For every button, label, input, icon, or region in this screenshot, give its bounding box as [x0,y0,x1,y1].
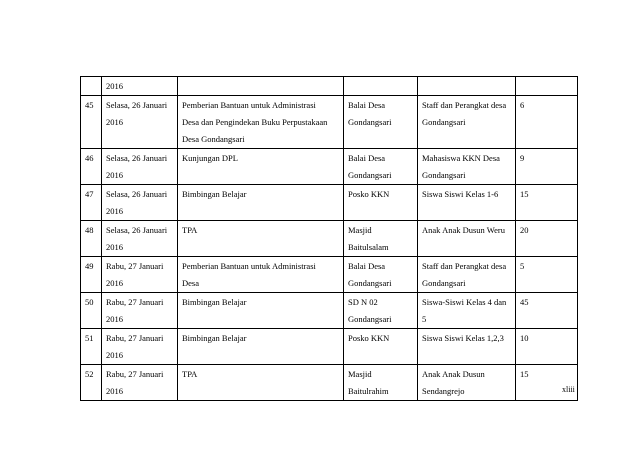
activity-cell [178,77,344,96]
count-cell-text: 15 [520,189,529,199]
table-row [81,149,578,185]
count-cell [516,293,578,329]
table-row [81,96,578,149]
date-cell-text: Selasa, 26 Januari 2016 [106,153,168,180]
row-number-cell-text: 49 [85,261,94,271]
count-cell [516,185,578,221]
date-cell-text: Selasa, 26 Januari 2016 [106,189,168,216]
place-cell-text: SD N 02 Gondangsari [348,297,392,324]
place-cell [344,96,418,149]
date-cell [102,257,178,293]
row-number-cell-text: 52 [85,369,94,379]
target-cell-text: Mahasiswa KKN Desa Gondangsari [422,153,500,180]
count-cell-text: 45 [520,297,529,307]
count-cell [516,149,578,185]
activity-cell [178,185,344,221]
row-number-cell [81,293,102,329]
row-number-cell [81,257,102,293]
count-cell [516,329,578,365]
activity-cell-text: Bimbingan Belajar [182,297,247,307]
table-row [81,77,578,96]
count-cell [516,257,578,293]
activity-cell-text: Pemberian Bantuan untuk Administrasi Desa [182,261,316,288]
activity-cell [178,365,344,401]
date-cell-text: Selasa, 26 Januari 2016 [106,100,168,127]
row-number-cell-text: 46 [85,153,94,163]
place-cell [344,257,418,293]
table-row [81,293,578,329]
target-cell [418,329,516,365]
date-cell [102,293,178,329]
table-row [81,257,578,293]
table-row [81,185,578,221]
place-cell [344,365,418,401]
activity-cell-text: Bimbingan Belajar [182,333,247,343]
row-number-cell-text: 47 [85,189,94,199]
date-cell [102,185,178,221]
target-cell [418,77,516,96]
activity-cell [178,149,344,185]
activity-cell [178,221,344,257]
row-number-cell-text: 51 [85,333,94,343]
date-cell [102,329,178,365]
target-cell [418,149,516,185]
place-cell [344,329,418,365]
target-cell [418,365,516,401]
activity-cell-text: Pemberian Bantuan untuk Administrasi Desa dan Pengindekan Buku Perpustakaan Desa Gondangsari [182,100,328,144]
place-cell-text: Balai Desa Gondangsari [348,261,392,288]
count-cell-text: 5 [520,261,525,271]
date-cell-text: Rabu, 27 Januari 2016 [106,261,164,288]
row-number-cell-text: 50 [85,297,94,307]
count-cell-text: 15 [520,369,529,379]
activity-log-table [80,76,578,401]
activity-cell [178,96,344,149]
target-cell [418,257,516,293]
place-cell-text: Balai Desa Gondangsari [348,100,392,127]
date-cell-text: Rabu, 27 Januari 2016 [106,333,164,360]
row-number-cell-text: 45 [85,100,94,110]
row-number-cell [81,149,102,185]
row-number-cell [81,77,102,96]
target-cell-text: Siswa Siswi Kelas 1,2,3 [422,333,504,343]
place-cell-text: Masjid Baitulsalam [348,225,389,252]
date-cell-text: Rabu, 27 Januari 2016 [106,369,164,396]
count-cell-text: 9 [520,153,525,163]
activity-cell-text: Kunjungan DPL [182,153,238,163]
place-cell [344,185,418,221]
target-cell-text: Staff dan Perangkat desa Gondangsari [422,100,507,127]
activity-cell [178,257,344,293]
target-cell-text: Siswa-Siswi Kelas 4 dan 5 [422,297,507,324]
table-row [81,365,578,401]
place-cell [344,293,418,329]
place-cell-text: Posko KKN [348,333,390,343]
count-cell [516,96,578,149]
count-cell [516,365,578,401]
row-number-cell [81,221,102,257]
target-cell [418,185,516,221]
target-cell-text: Staff dan Perangkat desa Gondangsari [422,261,507,288]
count-cell-text: 20 [520,225,529,235]
date-cell [102,96,178,149]
date-cell-text: Selasa, 26 Januari 2016 [106,225,168,252]
place-cell [344,221,418,257]
page-number: xliii [562,385,575,394]
activity-cell [178,293,344,329]
row-number-cell [81,329,102,365]
target-cell [418,293,516,329]
row-number-cell-text: 48 [85,225,94,235]
count-cell-text: 6 [520,100,525,110]
target-cell-text: Anak Anak Dusun Weru [422,225,505,235]
activity-cell-text: TPA [182,225,198,235]
row-number-cell [81,185,102,221]
place-cell-text: Masjid Baitulrahim [348,369,389,396]
target-cell [418,96,516,149]
place-cell [344,149,418,185]
target-cell [418,221,516,257]
date-cell [102,77,178,96]
place-cell-text: Balai Desa Gondangsari [348,153,392,180]
target-cell-text: Anak Anak Dusun Sendangrejo [422,369,485,396]
place-cell-text: Posko KKN [348,189,390,199]
table-row [81,221,578,257]
count-cell [516,221,578,257]
activity-cell [178,329,344,365]
activity-log-body [81,77,578,401]
activity-cell-text: Bimbingan Belajar [182,189,247,199]
target-cell-text: Siswa Siswi Kelas 1-6 [422,189,499,199]
date-cell [102,221,178,257]
place-cell [344,77,418,96]
date-cell [102,365,178,401]
count-cell-text: 10 [520,333,529,343]
row-number-cell [81,96,102,149]
activity-cell-text: TPA [182,369,198,379]
date-cell-text: Rabu, 27 Januari 2016 [106,297,164,324]
count-cell [516,77,578,96]
table-row [81,329,578,365]
date-cell-text: 2016 [106,81,123,91]
row-number-cell [81,365,102,401]
date-cell [102,149,178,185]
